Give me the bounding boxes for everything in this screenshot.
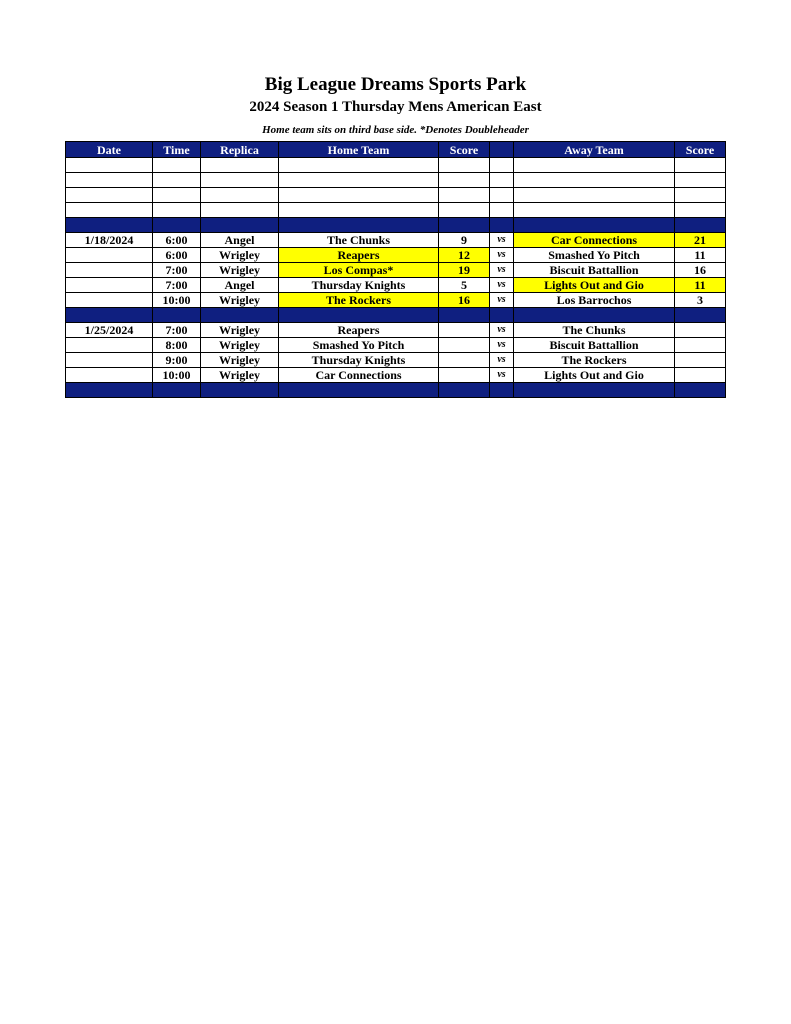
- time-cell: 6:00: [153, 248, 201, 263]
- away-team-cell: Biscuit Battallion: [514, 263, 675, 278]
- replica-cell: [201, 308, 279, 323]
- home-team-cell: [279, 218, 439, 233]
- vs-cell: vs: [490, 293, 514, 308]
- vs-cell: [490, 188, 514, 203]
- column-header-home-team: Home Team: [279, 142, 439, 158]
- schedule-note: Home team sits on third base side. *Denotes Doubleheader: [262, 124, 529, 136]
- home-score-cell: [439, 353, 490, 368]
- date-cell: [66, 263, 153, 278]
- date-cell: [66, 203, 153, 218]
- away-team-cell: [514, 173, 675, 188]
- replica-cell: [201, 383, 279, 398]
- home-score-cell: [439, 338, 490, 353]
- time-cell: [153, 188, 201, 203]
- replica-cell: Angel: [201, 233, 279, 248]
- home-score-cell: [439, 308, 490, 323]
- home-score-cell: 16: [439, 293, 490, 308]
- date-cell: [66, 188, 153, 203]
- away-team-cell: [514, 203, 675, 218]
- vs-cell: vs: [490, 353, 514, 368]
- home-team-cell: The Chunks: [279, 233, 439, 248]
- blank-row: [66, 188, 726, 203]
- away-team-cell: [514, 158, 675, 173]
- replica-cell: [201, 188, 279, 203]
- home-team-cell: [279, 203, 439, 218]
- date-cell: [66, 218, 153, 233]
- away-team-cell: Smashed Yo Pitch: [514, 248, 675, 263]
- away-score-cell: [675, 218, 726, 233]
- time-cell: [153, 383, 201, 398]
- home-team-cell: Los Compas*: [279, 263, 439, 278]
- home-score-cell: [439, 368, 490, 383]
- away-team-cell: Lights Out and Gio: [514, 368, 675, 383]
- away-score-cell: [675, 188, 726, 203]
- away-score-cell: [675, 308, 726, 323]
- vs-cell: vs: [490, 248, 514, 263]
- vs-cell: [490, 308, 514, 323]
- separator-band-row: [66, 383, 726, 398]
- home-score-cell: [439, 188, 490, 203]
- replica-cell: [201, 218, 279, 233]
- date-cell: [66, 383, 153, 398]
- table-row: [66, 263, 726, 278]
- blank-row: [66, 203, 726, 218]
- page-subtitle: 2024 Season 1 Thursday Mens American East: [249, 99, 542, 115]
- away-team-cell: The Rockers: [514, 353, 675, 368]
- column-header-away-team: Away Team: [514, 142, 675, 158]
- time-cell: [153, 218, 201, 233]
- away-score-cell: [675, 353, 726, 368]
- away-score-cell: [675, 323, 726, 338]
- away-score-cell: 16: [675, 263, 726, 278]
- replica-cell: Wrigley: [201, 368, 279, 383]
- column-header-replica: Replica: [201, 142, 279, 158]
- home-team-cell: [279, 173, 439, 188]
- date-cell: [66, 308, 153, 323]
- vs-cell: [490, 383, 514, 398]
- replica-cell: [201, 203, 279, 218]
- home-score-cell: [439, 383, 490, 398]
- vs-cell: vs: [490, 338, 514, 353]
- away-team-cell: [514, 188, 675, 203]
- away-team-cell: [514, 218, 675, 233]
- time-cell: 8:00: [153, 338, 201, 353]
- vs-cell: [490, 218, 514, 233]
- home-team-cell: [279, 188, 439, 203]
- away-score-cell: [675, 173, 726, 188]
- vs-cell: vs: [490, 368, 514, 383]
- blank-row: [66, 158, 726, 173]
- separator-band-row: [66, 308, 726, 323]
- home-score-cell: 5: [439, 278, 490, 293]
- time-cell: [153, 173, 201, 188]
- home-team-cell: The Rockers: [279, 293, 439, 308]
- home-score-cell: 12: [439, 248, 490, 263]
- away-score-cell: [675, 338, 726, 353]
- away-score-cell: 21: [675, 233, 726, 248]
- away-score-cell: 3: [675, 293, 726, 308]
- time-cell: 9:00: [153, 353, 201, 368]
- replica-cell: Wrigley: [201, 353, 279, 368]
- vs-cell: vs: [490, 278, 514, 293]
- column-header-time: Time: [153, 142, 201, 158]
- time-cell: [153, 158, 201, 173]
- replica-cell: Wrigley: [201, 323, 279, 338]
- home-score-cell: 19: [439, 263, 490, 278]
- date-cell: [66, 158, 153, 173]
- replica-cell: [201, 158, 279, 173]
- replica-cell: Angel: [201, 278, 279, 293]
- home-team-cell: [279, 158, 439, 173]
- home-team-cell: Reapers: [279, 248, 439, 263]
- away-score-cell: 11: [675, 278, 726, 293]
- away-score-cell: [675, 368, 726, 383]
- date-cell: [66, 368, 153, 383]
- vs-cell: [490, 173, 514, 188]
- column-header-away-score: Score: [675, 142, 726, 158]
- date-cell: [66, 293, 153, 308]
- replica-cell: Wrigley: [201, 263, 279, 278]
- table-row: [66, 353, 726, 368]
- vs-cell: vs: [490, 323, 514, 338]
- away-team-cell: Car Connections: [514, 233, 675, 248]
- schedule-table: [65, 141, 726, 398]
- away-score-cell: [675, 383, 726, 398]
- time-cell: [153, 203, 201, 218]
- replica-cell: Wrigley: [201, 248, 279, 263]
- away-score-cell: [675, 158, 726, 173]
- vs-cell: [490, 203, 514, 218]
- time-cell: 7:00: [153, 278, 201, 293]
- replica-cell: [201, 173, 279, 188]
- home-score-cell: [439, 203, 490, 218]
- home-team-cell: Reapers: [279, 323, 439, 338]
- vs-cell: vs: [490, 263, 514, 278]
- home-team-cell: Thursday Knights: [279, 278, 439, 293]
- away-team-cell: The Chunks: [514, 323, 675, 338]
- time-cell: 7:00: [153, 263, 201, 278]
- home-score-cell: 9: [439, 233, 490, 248]
- vs-cell: vs: [490, 233, 514, 248]
- time-cell: [153, 308, 201, 323]
- table-row: [66, 323, 726, 338]
- page-title: Big League Dreams Sports Park: [264, 74, 527, 95]
- table-row: [66, 278, 726, 293]
- away-score-cell: 11: [675, 248, 726, 263]
- date-cell: 1/18/2024: [66, 233, 153, 248]
- away-team-cell: Lights Out and Gio: [514, 278, 675, 293]
- column-header-date: Date: [66, 142, 153, 158]
- table-row: [66, 233, 726, 248]
- home-score-cell: [439, 323, 490, 338]
- home-score-cell: [439, 173, 490, 188]
- date-cell: [66, 353, 153, 368]
- date-cell: [66, 338, 153, 353]
- replica-cell: Wrigley: [201, 338, 279, 353]
- home-score-cell: [439, 218, 490, 233]
- home-team-cell: Car Connections: [279, 368, 439, 383]
- table-row: [66, 368, 726, 383]
- date-cell: [66, 173, 153, 188]
- table-row: [66, 293, 726, 308]
- time-cell: 7:00: [153, 323, 201, 338]
- replica-cell: Wrigley: [201, 293, 279, 308]
- time-cell: 10:00: [153, 293, 201, 308]
- away-team-cell: [514, 383, 675, 398]
- date-cell: [66, 248, 153, 263]
- date-cell: [66, 278, 153, 293]
- home-team-cell: [279, 308, 439, 323]
- blank-row: [66, 173, 726, 188]
- home-score-cell: [439, 158, 490, 173]
- time-cell: 10:00: [153, 368, 201, 383]
- away-team-cell: [514, 308, 675, 323]
- date-cell: 1/25/2024: [66, 323, 153, 338]
- time-cell: 6:00: [153, 233, 201, 248]
- home-team-cell: Smashed Yo Pitch: [279, 338, 439, 353]
- away-team-cell: Los Barrochos: [514, 293, 675, 308]
- header-row: [66, 142, 726, 158]
- column-header-vs: [490, 142, 514, 158]
- home-team-cell: Thursday Knights: [279, 353, 439, 368]
- schedule-body: [66, 158, 726, 398]
- vs-cell: [490, 158, 514, 173]
- table-row: [66, 338, 726, 353]
- away-team-cell: Biscuit Battallion: [514, 338, 675, 353]
- table-row: [66, 248, 726, 263]
- column-header-home-score: Score: [439, 142, 490, 158]
- away-score-cell: [675, 203, 726, 218]
- separator-band-row: [66, 218, 726, 233]
- home-team-cell: [279, 383, 439, 398]
